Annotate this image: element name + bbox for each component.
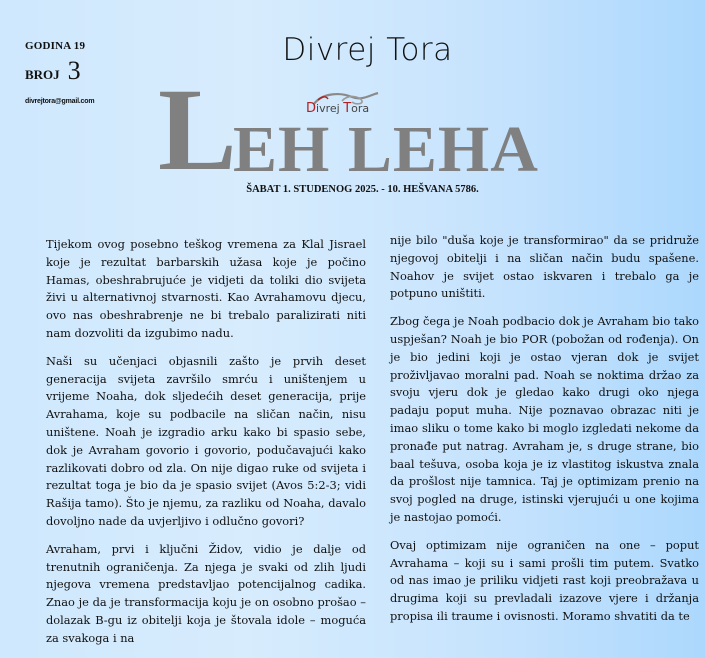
parasha-title-rest: EH LEHA bbox=[233, 113, 539, 186]
volume-label: GODINA 19 bbox=[25, 40, 86, 52]
date-line: ŠABAT 1. STUDENOG 2025. - 10. HEŠVANA 5786. bbox=[246, 184, 479, 195]
masthead-title: Divrej Tora bbox=[282, 32, 453, 68]
issue-number: 3 bbox=[67, 56, 81, 85]
issue-label: BROJ bbox=[25, 67, 60, 82]
article-paragraph: Zbog čega je Noah podbacio dok je Avraham bio tako uspješan? Noah je bio POR (pobožan od rođenja). On je bio jedini koji je ostao vjeran dok je svijet proživljavao moralni pad. Noah se noktima držao za svoju vjeru dok je gledao kako drugi oko njega padaju poput muha. Nije poznavao obrazac niti je imao sliku o tome kako bi moglo izgledati nekome da pronađe put natrag. Avraham je, s druge strane, bio baal tešuva, osoba koja je iz vlastitog iskustva znala da prošlost nije tamnica. Taj je optimizam prenio na svoj pogled na druge, istinski vjerujući u one kojima je nastojao pomoći. bbox=[390, 314, 699, 524]
contact-email[interactable]: divrejtora@gmail.com bbox=[25, 98, 95, 105]
article-right-column bbox=[390, 232, 699, 636]
parasha-title-initial: L bbox=[158, 64, 237, 195]
article-paragraph: Tijekom ovog posebno teškog vremena za Klal Jisrael koje je rezultat barbarskih užasa koje je počino Hamas, obeshrabrujuće je vidjeti da toliki dio svijeta živi u alternativnoj stvarnosti. Kao Avrahamovu djecu, ovo nas obeshrabrenje ne bi trebalo paralizirati niti nam dozvoliti da izgubimo nadu. bbox=[46, 237, 366, 340]
article-paragraph: Naši su učenjaci objasnili zašto je prvih deset generacija svijeta završilo smrću i uništenjem u vrijeme Noaha, dok sljedećih deset generacija, prije Avrahama, koje su podbacile na sličan način, nisu uništene. Noah je izgradio arku kako bi spasio sebe, dok je Avraham govorio i govorio, podučavajući kako razlikovati dobro od zla. On nije digao ruke od svijeta i rezultat toga je bio da je spasio svijet (Avos 5:2-3; vidi Rašija tamo). Što je njemu, za razliku od Noaha, davalo dovoljno nade da uvjerljivo i odlučno govori? bbox=[46, 353, 366, 528]
logo-wordmark: Divrej Tora bbox=[306, 101, 370, 116]
divrej-tora-logo bbox=[300, 92, 384, 120]
article-paragraph: nije bilo "duša koje je transformirao" da se pridruže njegovoj obitelji i na sličan način budu spašene. Noahov je svijet ostao iskvaren i trebalo ga je potpuno uništiti. bbox=[390, 233, 699, 301]
article-paragraph: Avraham, prvi i ključni Židov, vidio je dalje od trenutnih ograničenja. Za njega je svaki od zlih ljudi njegova vremena predstavljao potencijalnog cadika. Znao je da je transformacija koju je on osobno prošao – dolazak B-gu iz obitelji koja je štovala idole – moguća za svakoga i na bbox=[46, 541, 366, 645]
article-left-column bbox=[46, 236, 366, 658]
article-paragraph: Ovaj optimizam nije ograničen na one – poput Avrahama – koji su i sami prošli tim putem. Svatko od nas imao je priliku vidjeti rast koji preobražava u drugima koji su prevladali izazove vjere i držanja propisa ili traume i ovisnosti. Moramo shvatiti da te bbox=[390, 537, 699, 623]
